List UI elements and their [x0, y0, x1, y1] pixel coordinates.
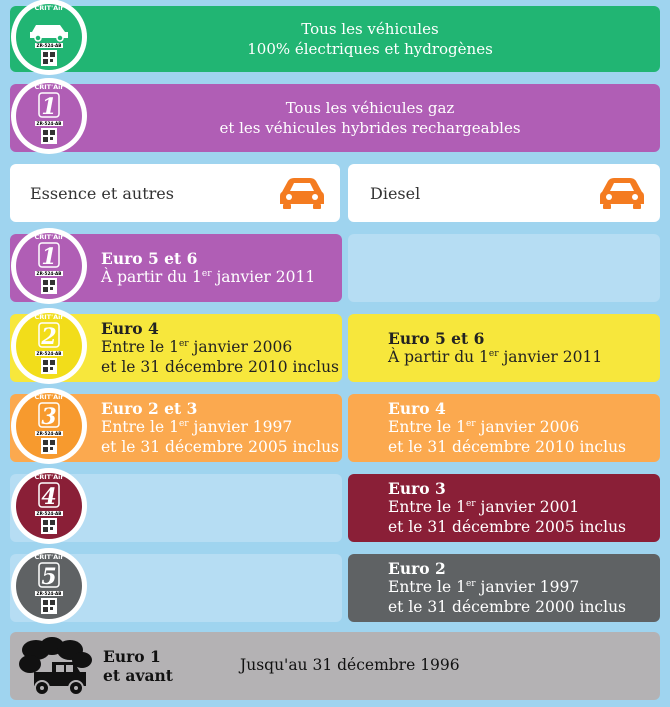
- electric-description: [90, 6, 650, 72]
- critair-1-essence: [10, 234, 342, 302]
- row-line-1: Entre le 1er janvier 1997: [101, 418, 293, 437]
- row-line-1: À partir du 1er janvier 2011: [101, 268, 316, 286]
- critair-4-essence-empty: [10, 474, 342, 542]
- car-icon: [598, 176, 646, 210]
- row-title: Euro 4: [101, 318, 159, 338]
- svg-text:2: 2: [41, 324, 57, 350]
- euro1-row: [10, 632, 660, 700]
- row-line-2: et le 31 décembre 2000 inclus: [388, 597, 627, 616]
- car-icon: [278, 176, 326, 210]
- svg-text:CRIT'Air: CRIT'Air: [34, 393, 64, 401]
- critair-5-diesel: [348, 554, 660, 622]
- euro1-date: [240, 632, 460, 700]
- critair-3-essence-text: [101, 394, 339, 462]
- gas-description: [90, 84, 650, 152]
- svg-text:1: 1: [41, 94, 57, 120]
- gas-row: [10, 84, 660, 152]
- critair-4-diesel-text: [388, 474, 626, 542]
- row-title: Euro 2 et 3: [101, 398, 198, 418]
- critair-4-diesel: [348, 474, 660, 542]
- svg-text:CRIT'Air: CRIT'Air: [34, 83, 64, 91]
- old-car-smoke-icon: [18, 636, 96, 700]
- crit-air-badge-2: [10, 307, 88, 389]
- row-line-1: Entre le 1er janvier 2006: [388, 418, 580, 437]
- svg-text:ZR-524-AB: ZR-524-AB: [36, 121, 62, 126]
- row-line-2: et le 31 décembre 2010 inclus: [388, 437, 627, 456]
- critair-1-diesel-empty: [348, 234, 660, 302]
- crit-air-badge-5: [10, 547, 88, 629]
- critair-1-essence-text: [101, 234, 315, 302]
- row-line-2: et le 31 décembre 2005 inclus: [101, 437, 340, 456]
- row-line-2: et le 31 décembre 2005 inclus: [388, 517, 627, 536]
- critair-2-diesel: [348, 314, 660, 382]
- electric-line-1: Tous les véhicules: [301, 20, 439, 38]
- critair-5-essence-empty: [10, 554, 342, 622]
- euro1-title-line-2: et avant: [103, 666, 173, 685]
- electric-row: [10, 6, 660, 72]
- crit-air-badge-electric: [10, 0, 88, 80]
- svg-text:CRIT'Air: CRIT'Air: [34, 313, 64, 321]
- svg-text:5: 5: [41, 564, 57, 590]
- euro1-date-text: Jusqu'au 31 décembre 1996: [240, 656, 460, 675]
- row-title: Euro 2: [388, 558, 446, 578]
- crit-air-badge-1-gas: [10, 77, 88, 159]
- row-line-1: Entre le 1er janvier 2006: [101, 338, 293, 357]
- svg-text:CRIT'Air: CRIT'Air: [34, 233, 64, 241]
- crit-air-badge-1: [10, 227, 88, 309]
- row-line-1: Entre le 1er janvier 2001: [388, 498, 580, 517]
- essence-header-label: Essence et autres: [30, 183, 174, 203]
- critair-3-diesel: [348, 394, 660, 462]
- svg-text:CRIT'Air: CRIT'Air: [34, 4, 64, 12]
- critair-5-diesel-text: [388, 554, 626, 622]
- svg-text:CRIT'Air: CRIT'Air: [34, 473, 64, 481]
- svg-text:ZR-524-AB: ZR-524-AB: [36, 591, 62, 596]
- gas-line-1: Tous les véhicules gaz: [285, 99, 455, 117]
- svg-text:ZR-524-AB: ZR-524-AB: [36, 271, 62, 276]
- svg-text:ZR-524-AB: ZR-524-AB: [36, 43, 62, 48]
- svg-text:1: 1: [41, 244, 57, 270]
- svg-text:ZR-524-AB: ZR-524-AB: [36, 351, 62, 356]
- row-line-1: À partir du 1er janvier 2011: [388, 348, 603, 366]
- euro1-title-line-1: Euro 1: [103, 646, 161, 666]
- svg-text:ZR-524-AB: ZR-524-AB: [36, 511, 62, 516]
- diesel-header: [348, 164, 660, 222]
- critair-2-essence-text: [101, 314, 339, 382]
- svg-text:CRIT'Air: CRIT'Air: [34, 553, 64, 561]
- critair-3-diesel-text: [388, 394, 626, 462]
- critair-3-essence: [10, 394, 342, 462]
- electric-line-2: 100% électriques et hydrogènes: [247, 40, 493, 58]
- svg-text:4: 4: [41, 484, 57, 510]
- crit-air-badge-3: [10, 387, 88, 469]
- essence-header: [10, 164, 340, 222]
- svg-text:3: 3: [41, 404, 57, 430]
- svg-text:ZR-524-AB: ZR-524-AB: [36, 431, 62, 436]
- row-title: Euro 5 et 6: [101, 248, 198, 268]
- critair-2-essence: [10, 314, 342, 382]
- diesel-header-label: Diesel: [370, 183, 421, 203]
- gas-line-2: et les véhicules hybrides rechargeables: [219, 119, 521, 137]
- row-title: Euro 5 et 6: [388, 328, 485, 348]
- row-title: Euro 3: [388, 478, 446, 498]
- crit-air-badge-4: [10, 467, 88, 549]
- row-line-1: Entre le 1er janvier 1997: [388, 578, 580, 597]
- critair-2-diesel-text: [388, 314, 602, 382]
- row-line-2: et le 31 décembre 2010 inclus: [101, 357, 340, 376]
- row-title: Euro 4: [388, 398, 446, 418]
- euro1-title: [103, 632, 173, 700]
